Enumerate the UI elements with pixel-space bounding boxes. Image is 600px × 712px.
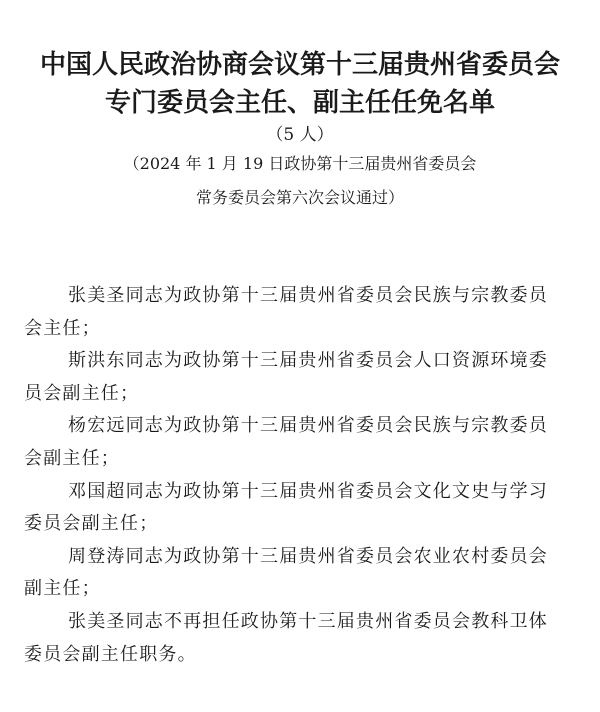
adoption-note-line-2: 常务委员会第六次会议通过） xyxy=(195,188,404,207)
appointment-item-line-2: 会副主任； xyxy=(24,447,120,469)
appointment-item-line-1: 斯洪东同志为政协第十三届贵州省委员会人口资源环境委 xyxy=(68,350,548,372)
appointment-item xyxy=(24,280,560,345)
appointment-item-line-2: 委员会副主任职务。 xyxy=(24,643,197,665)
appointment-item-line-2: 副主任； xyxy=(24,578,101,600)
appointment-item xyxy=(24,541,560,606)
appointment-list xyxy=(24,280,560,671)
appointment-item xyxy=(24,606,560,671)
appointment-item-line-1: 杨宏远同志为政协第十三届贵州省委员会民族与宗教委员 xyxy=(68,415,548,437)
appointment-item-line-2: 委员会副主任； xyxy=(24,513,159,535)
appointment-item-line-2: 会主任； xyxy=(24,317,101,339)
document-title-line-1: 中国人民政治协商会议第十三届贵州省委员会 xyxy=(39,50,560,80)
document-title-line-2: 专门委员会主任、副主任任免名单 xyxy=(104,88,495,118)
appointment-item xyxy=(24,345,560,410)
appointment-item-line-1: 邓国超同志为政协第十三届贵州省委员会文化文史与学习 xyxy=(68,480,548,502)
appointment-item xyxy=(24,476,560,541)
adoption-note-line-1: （2024 年 1 月 19 日政协第十三届贵州省委员会 xyxy=(123,154,477,173)
appointment-item xyxy=(24,410,560,475)
appointment-item-line-1: 张美圣同志不再担任政协第十三届贵州省委员会教科卫体 xyxy=(68,610,548,632)
appointment-item-line-1: 周登涛同志为政协第十三届贵州省委员会农业农村委员会 xyxy=(68,545,548,567)
personnel-count: （5 人） xyxy=(266,125,334,145)
appointment-item-line-1: 张美圣同志为政协第十三届贵州省委员会民族与宗教委员 xyxy=(68,285,548,306)
appointment-item-line-2: 员会副主任； xyxy=(24,382,140,404)
